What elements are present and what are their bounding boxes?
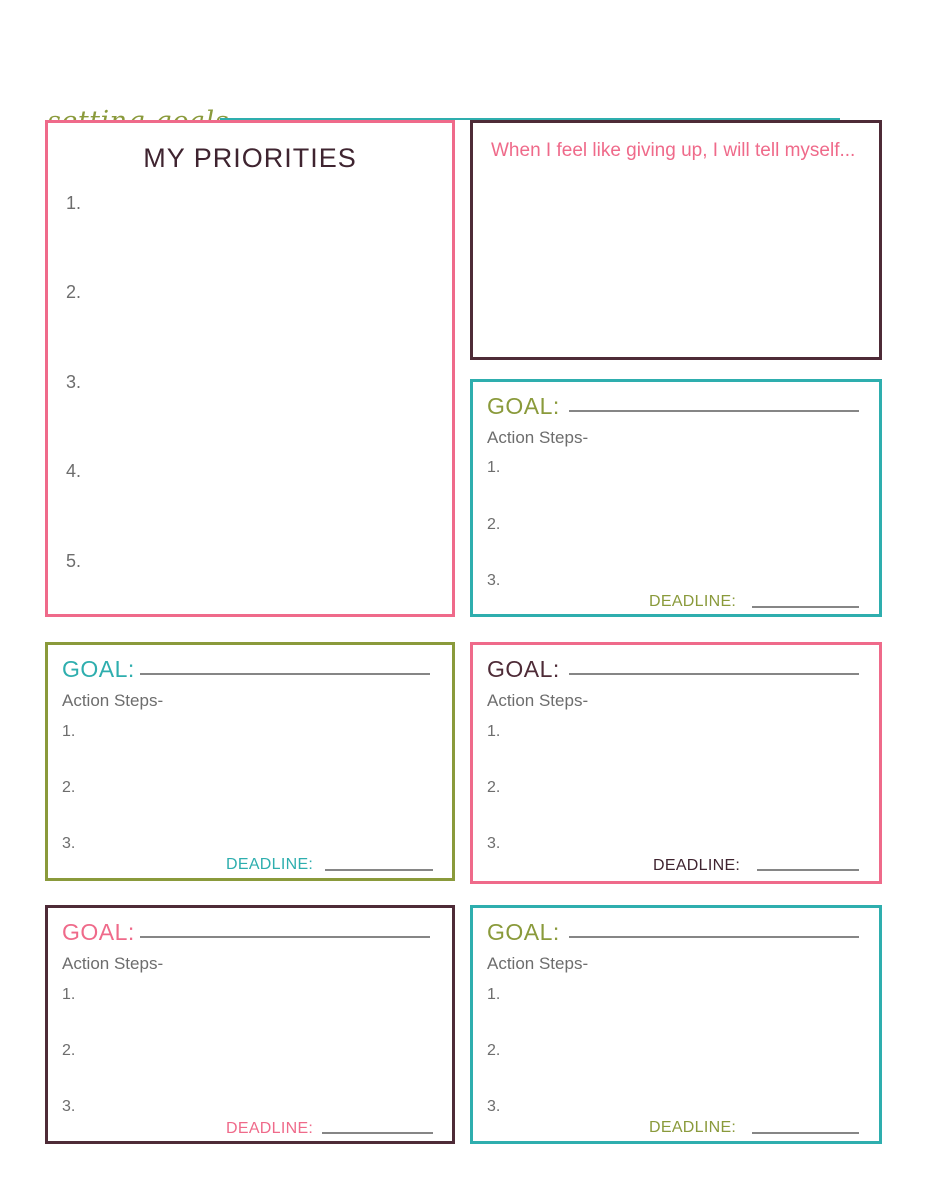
action-steps-label: Action Steps- [62, 691, 164, 710]
page-header [0, 50, 927, 120]
goal-input-line[interactable] [569, 936, 859, 938]
goal-card [45, 905, 455, 1144]
goal-input-line[interactable] [569, 410, 859, 412]
action-step[interactable]: 3. [62, 1098, 76, 1115]
action-step[interactable]: 3. [487, 572, 501, 589]
priority-item[interactable]: 2. [66, 282, 82, 302]
priority-item[interactable]: 3. [66, 372, 82, 392]
action-steps-label: Action Steps- [487, 428, 589, 447]
deadline-label: DEADLINE: [649, 1119, 737, 1136]
priority-item[interactable]: 4. [66, 461, 82, 481]
deadline-input-line[interactable] [752, 1132, 859, 1134]
action-step[interactable]: 3. [62, 835, 76, 852]
goal-input-line[interactable] [140, 673, 430, 675]
deadline-label: DEADLINE: [226, 1120, 314, 1137]
goal-input-line[interactable] [569, 673, 859, 675]
action-step[interactable]: 2. [62, 779, 76, 796]
action-step[interactable]: 2. [487, 1042, 501, 1059]
action-steps-label: Action Steps- [487, 954, 589, 973]
action-step[interactable]: 2. [487, 516, 501, 533]
action-step[interactable]: 1. [487, 986, 501, 1003]
deadline-label: DEADLINE: [649, 593, 737, 610]
priorities-card [45, 120, 455, 617]
action-step[interactable]: 3. [487, 835, 501, 852]
action-step[interactable]: 2. [487, 779, 501, 796]
goal-card [470, 379, 882, 617]
goal-card [470, 642, 882, 884]
action-step[interactable]: 1. [62, 986, 76, 1003]
goal-label: GOAL: [487, 919, 560, 945]
action-steps-label: Action Steps- [62, 954, 164, 973]
deadline-input-line[interactable] [325, 869, 433, 871]
goal-label: GOAL: [62, 919, 135, 945]
action-step[interactable]: 3. [487, 1098, 501, 1115]
goal-card [470, 905, 882, 1144]
deadline-input-line[interactable] [752, 606, 859, 608]
goal-label: GOAL: [487, 656, 560, 682]
action-step[interactable]: 2. [62, 1042, 76, 1059]
action-step[interactable]: 1. [487, 723, 501, 740]
goal-card [45, 642, 455, 881]
deadline-input-line[interactable] [757, 869, 859, 871]
action-steps-label: Action Steps- [487, 691, 589, 710]
deadline-label: DEADLINE: [653, 857, 741, 874]
priorities-title: MY PRIORITIES [143, 143, 357, 173]
action-step[interactable]: 1. [62, 723, 76, 740]
priority-item[interactable]: 5. [66, 551, 82, 571]
motivation-card[interactable] [470, 120, 882, 360]
deadline-input-line[interactable] [322, 1132, 433, 1134]
motivation-prompt: When I feel like giving up, I will tell myself... [491, 140, 856, 161]
action-step[interactable]: 1. [487, 459, 501, 476]
goal-input-line[interactable] [140, 936, 430, 938]
goal-label: GOAL: [487, 393, 560, 419]
goal-label: GOAL: [62, 656, 135, 682]
deadline-label: DEADLINE: [226, 856, 314, 873]
priority-item[interactable]: 1. [66, 193, 82, 213]
